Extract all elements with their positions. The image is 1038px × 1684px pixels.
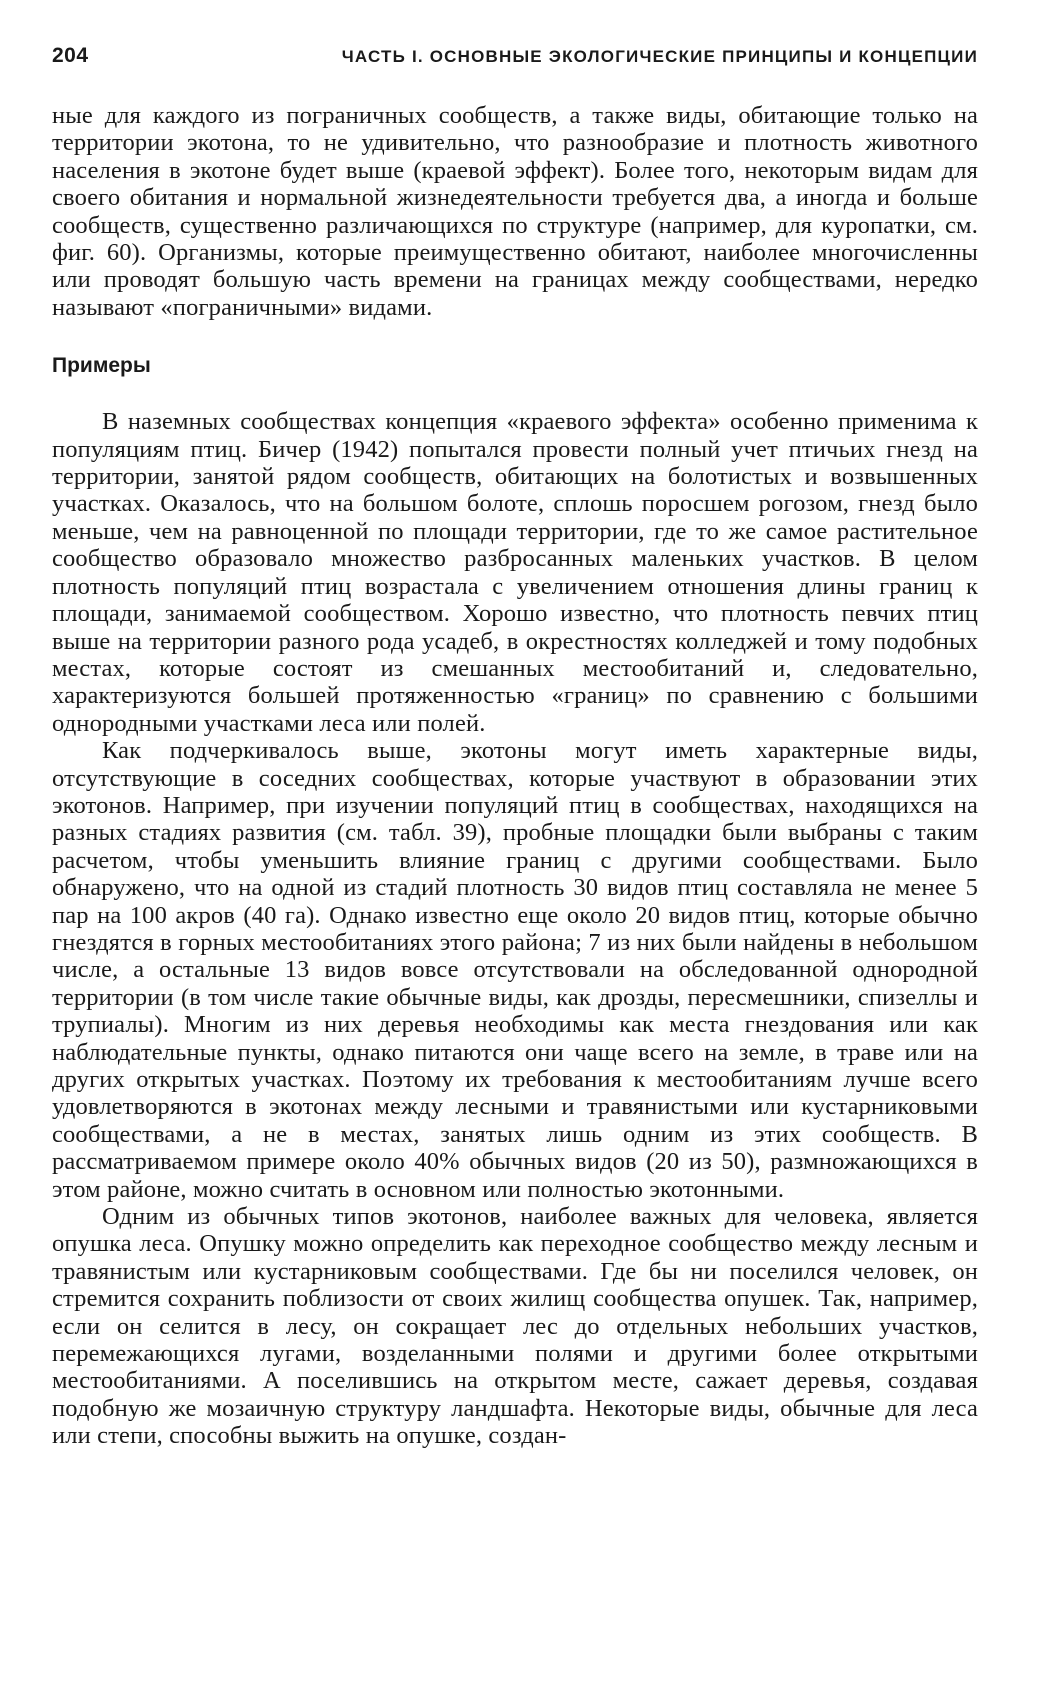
paragraph-forest-edge: Одним из обычных типов экотонов, наиболее важных для человека, является опушка леса. Опушку можно определить как переходное сообщество между лесным и травянистым или кустарниковым сообществами. Где бы ни поселился человек, он стремится сохранить поблизости от своих жилищ сообщества опушек. Так, например, если он селится в лесу, он сокращает лес до отдельных небольших участков, перемежающихся лугами, возделанными полями и другими более открытыми местообитаниями. А поселившись на открытом месте, сажает деревья, создавая подобную же мозаичную структуру ландшафта. Некоторые виды, обычные для леса или степи, способны выжить на опушке, создан- — [52, 1203, 978, 1450]
book-page — [52, 44, 978, 1664]
section-heading: Примеры — [52, 354, 151, 378]
paragraph-birds-edge-effect: В наземных сообществах концепция «краевого эффекта» особенно применима к популяциям птиц. Бичер (1942) попытался провести полный учет птичьих гнезд на территории, занятой рядом сообществ, обитающих на болотистых и возвышенных участках. Оказалось, что на большом болоте, сплошь поросшем рогозом, гнезд было меньше, чем на равноценной по площади территории, где то же самое растительное сообщество образовало множество разбросанных маленьких участков. В целом плотность популяций птиц возрастала с увеличением отношения длины границ к площади, занимаемой сообществом. Хорошо известно, что плотность певчих птиц выше на территории разного рода усадеб, в окрестностях колледжей и тому подобных местах, которые состоят из смешанных местообитаний и, следовательно, характеризуются большей протяженностью «границ» по сравнению с большими однородными участками леса или полей. — [52, 408, 978, 737]
paragraph-continuation: ные для каждого из пограничных сообществ, а также виды, обитающие только на территории экотона, то не удивительно, что разнообразие и плотность животного населения в экотоне будет выше (краевой эффект). Более того, некоторым видам для своего обитания и нормальной жизнедеятельности требуется два, а иногда и больше сообществ, существенно различающихся по структуре (например, для куропатки, см. фиг. 60). Организмы, которые преимущественно обитают, наиболее многочисленны или проводят большую часть времени на границах между сообществами, нередко называют «пограничными» видами. — [52, 102, 978, 321]
running-title: ЧАСТЬ I. ОСНОВНЫЕ ЭКОЛОГИЧЕСКИЕ ПРИНЦИПЫ И КОНЦЕПЦИИ — [341, 47, 978, 66]
running-head — [52, 44, 978, 78]
paragraph-ecotone-species: Как подчеркивалось выше, экотоны могут иметь характерные виды, отсутствующие в соседних сообществах, которые участвуют в образовании этих экотонов. Например, при изучении популяций птиц в сообществах, находящихся на разных стадиях развития (см. табл. 39), пробные площадки были выбраны с таким расчетом, чтобы уменьшить влияние границ с другими сообществами. Было обнаружено, что на одной из стадий плотность 30 видов птиц составляла не менее 5 пар на 100 акров (40 га). Однако известно еще около 20 видов птиц, которые обычно гнездятся в горных местообитаниях этого района; 7 из них были найдены в небольшом числе, а остальные 13 видов вовсе отсутствовали на обследованной однородной территории (в том числе такие обычные виды, как дрозды, пересмешники, спизеллы и трупиалы). Многим из них деревья необходимы как места гнездования или как наблюдательные пункты, однако питаются они чаще всего на земле, в траве или на других открытых участках. Поэтому их требования к местообитаниям лучше всего удовлетворяются в экотонах между лесными и травянистыми или кустарниковыми сообществами, а не в местах, занятых лишь одним из этих сообществ. В рассматриваемом примере около 40% обычных видов (20 из 50), размножающихся в этом районе, можно считать в основном или полностью экотонными. — [52, 737, 978, 1203]
page-number: 204 — [52, 44, 89, 67]
